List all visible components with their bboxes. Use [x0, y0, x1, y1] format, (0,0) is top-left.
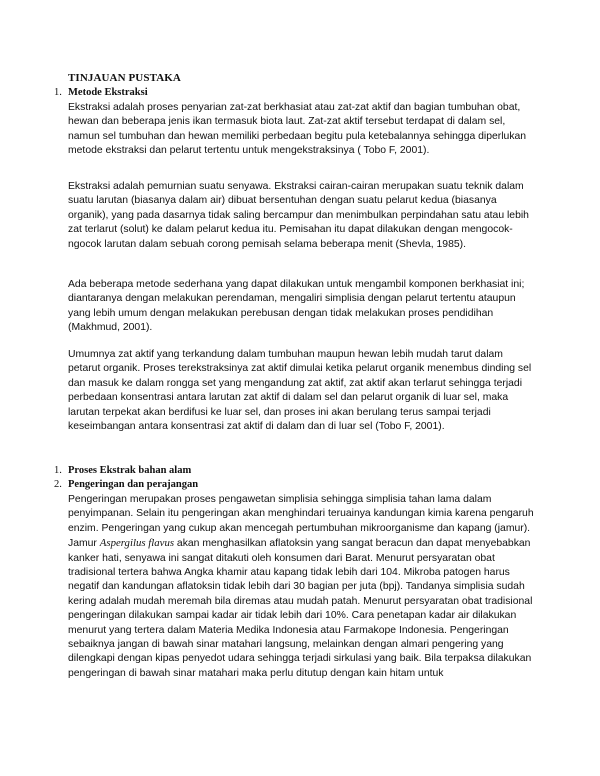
- section-3-heading: Pengeringan dan perajangan: [68, 479, 199, 490]
- document-title: TINJAUAN PUSTAKA: [68, 72, 181, 84]
- paragraph-5: [68, 493, 538, 681]
- paragraph-2: [68, 180, 538, 252]
- section-1-number: 1.: [54, 87, 62, 98]
- section-2-heading: Proses Ekstrak bahan alam: [68, 465, 192, 476]
- paragraph-4: [68, 348, 538, 434]
- paragraph-1-text: Ekstraksi adalah proses penyarian zat-zat berkhasiat atau zat-zat aktif dan bagian tumbuhan obat, hewan dan beberapa jenis ikan termasuk biota laut. Zat-zat aktif tersebut terdapat di dalam sel, namun sel tumbuhan dan hewan memiliki perbedaan begitu pula ketebalannya sehingga diperlukan metode ekstraksi dan pelarut tertentu untuk mengekstraksinya ( Tobo F, 2001).: [68, 102, 527, 157]
- paragraph-1: [68, 101, 538, 159]
- paragraph-4-text: Umumnya zat aktif yang terkandung dalam tumbuhan maupun hewan lebih mudah tarut dalam petarut organik. Proses terekstraksinya zat aktif dimulai ketika pelarut organik menembus dinding sel dan masuk ke dalam rongga set yang mengandung zat aktif, zat aktif akan terlarut sehingga terjadi perbedaan konsentrasi antara larutan zat aktif di dalam sel dan pelarut organik di luar sel, maka larutan terpekat akan berdifusi ke luar sel, dan proses ini akan berulang terus sampai terjadi keseimbangan antara konsentrasi zat aktif di dalam dan di luar sel (Tobo F, 2001).: [68, 349, 532, 433]
- section-2-number: 1.: [54, 465, 62, 476]
- paragraph-3-text: Ada beberapa metode sederhana yang dapat dilakukan untuk mengambil komponen berkhasiat ini; diantaranya dengan melakukan perendaman, mengaliri simplisia dengan pelarut tertentu ataupun yang lebih umum dengan melakukan perebusan dengan tidak melakukan proses pendidihan (Makhmud, 2001).: [68, 279, 525, 334]
- paragraph-2-text: Ekstraksi adalah pemurnian suatu senyawa. Ekstraksi cairan-cairan merupakan suatu teknik dalam suatu larutan (biasanya dalam air) dibuat bersentuhan dengan suatu pelarut kedua (biasanya organik), yang pada dasarnya tidak saling bercampur dan menimbulkan perpindahan satu atau lebih zat terlarut (solut) ke dalam pelarut kedua itu. Pemisahan itu dapat dilakukan dengan mengocok-ngocok larutan dalam sebuah corong pemisah selama beberapa menit (Shevla, 1985).: [68, 181, 529, 250]
- section-1-heading: Metode Ekstraksi: [68, 87, 148, 98]
- section-3-number: 2.: [54, 479, 62, 490]
- paragraph-5-text: [68, 493, 538, 681]
- species-name: Aspergilus flavus: [99, 537, 175, 550]
- paragraph-5-part-2: akan menghasilkan aflatoksin yang sangat beracun dan dapat menyebabkan kanker hati, senyawa ini sangat ditakuti oleh konsumen dari Barat. Menurut persyaratan obat tradisional tertera bahwa Angka khamir atau kapang tidak lebih dari 104. Mikroba patogen harus negatif dan kandungan aflatoksin tidak lebih dari 30 bagian per juta (bpj). Tandanya simplisia sudah kering adalah mudah meremah bila diremas atau mudah patah. Menurut persyaratan obat tradisional pengeringan dilakukan sampai kadar air tidak lebih dari 10%. Cara penetapan kadar air dilakukan menurut yang tertera dalam Materia Medika Indonesia atau Farmakope Indonesia. Pengeringan sebaiknya jangan di bawah sinar matahari langsung, melainkan dengan almari pengering yang dilengkapi dengan kipas penyedot udara sehingga terjadi sirkulasi yang baik. Bila terpaksa dilakukan pengeringan di bawah sinar matahari maka perlu ditutup dengan kain hitam untuk: [68, 538, 533, 679]
- paragraph-3: [68, 278, 538, 336]
- paragraph-5-part-1: Pengeringan merupakan proses pengawetan simplisia sehingga simplisia tahan lama dalam penyimpanan. Selain itu pengeringan akan menghindari teruainya kandungan kimia karena pengaruh enzim. Pengeringan yang cukup akan mencegah pertumbuhan mikroorganisme dan kapang (jamur). Jamur: [68, 494, 534, 550]
